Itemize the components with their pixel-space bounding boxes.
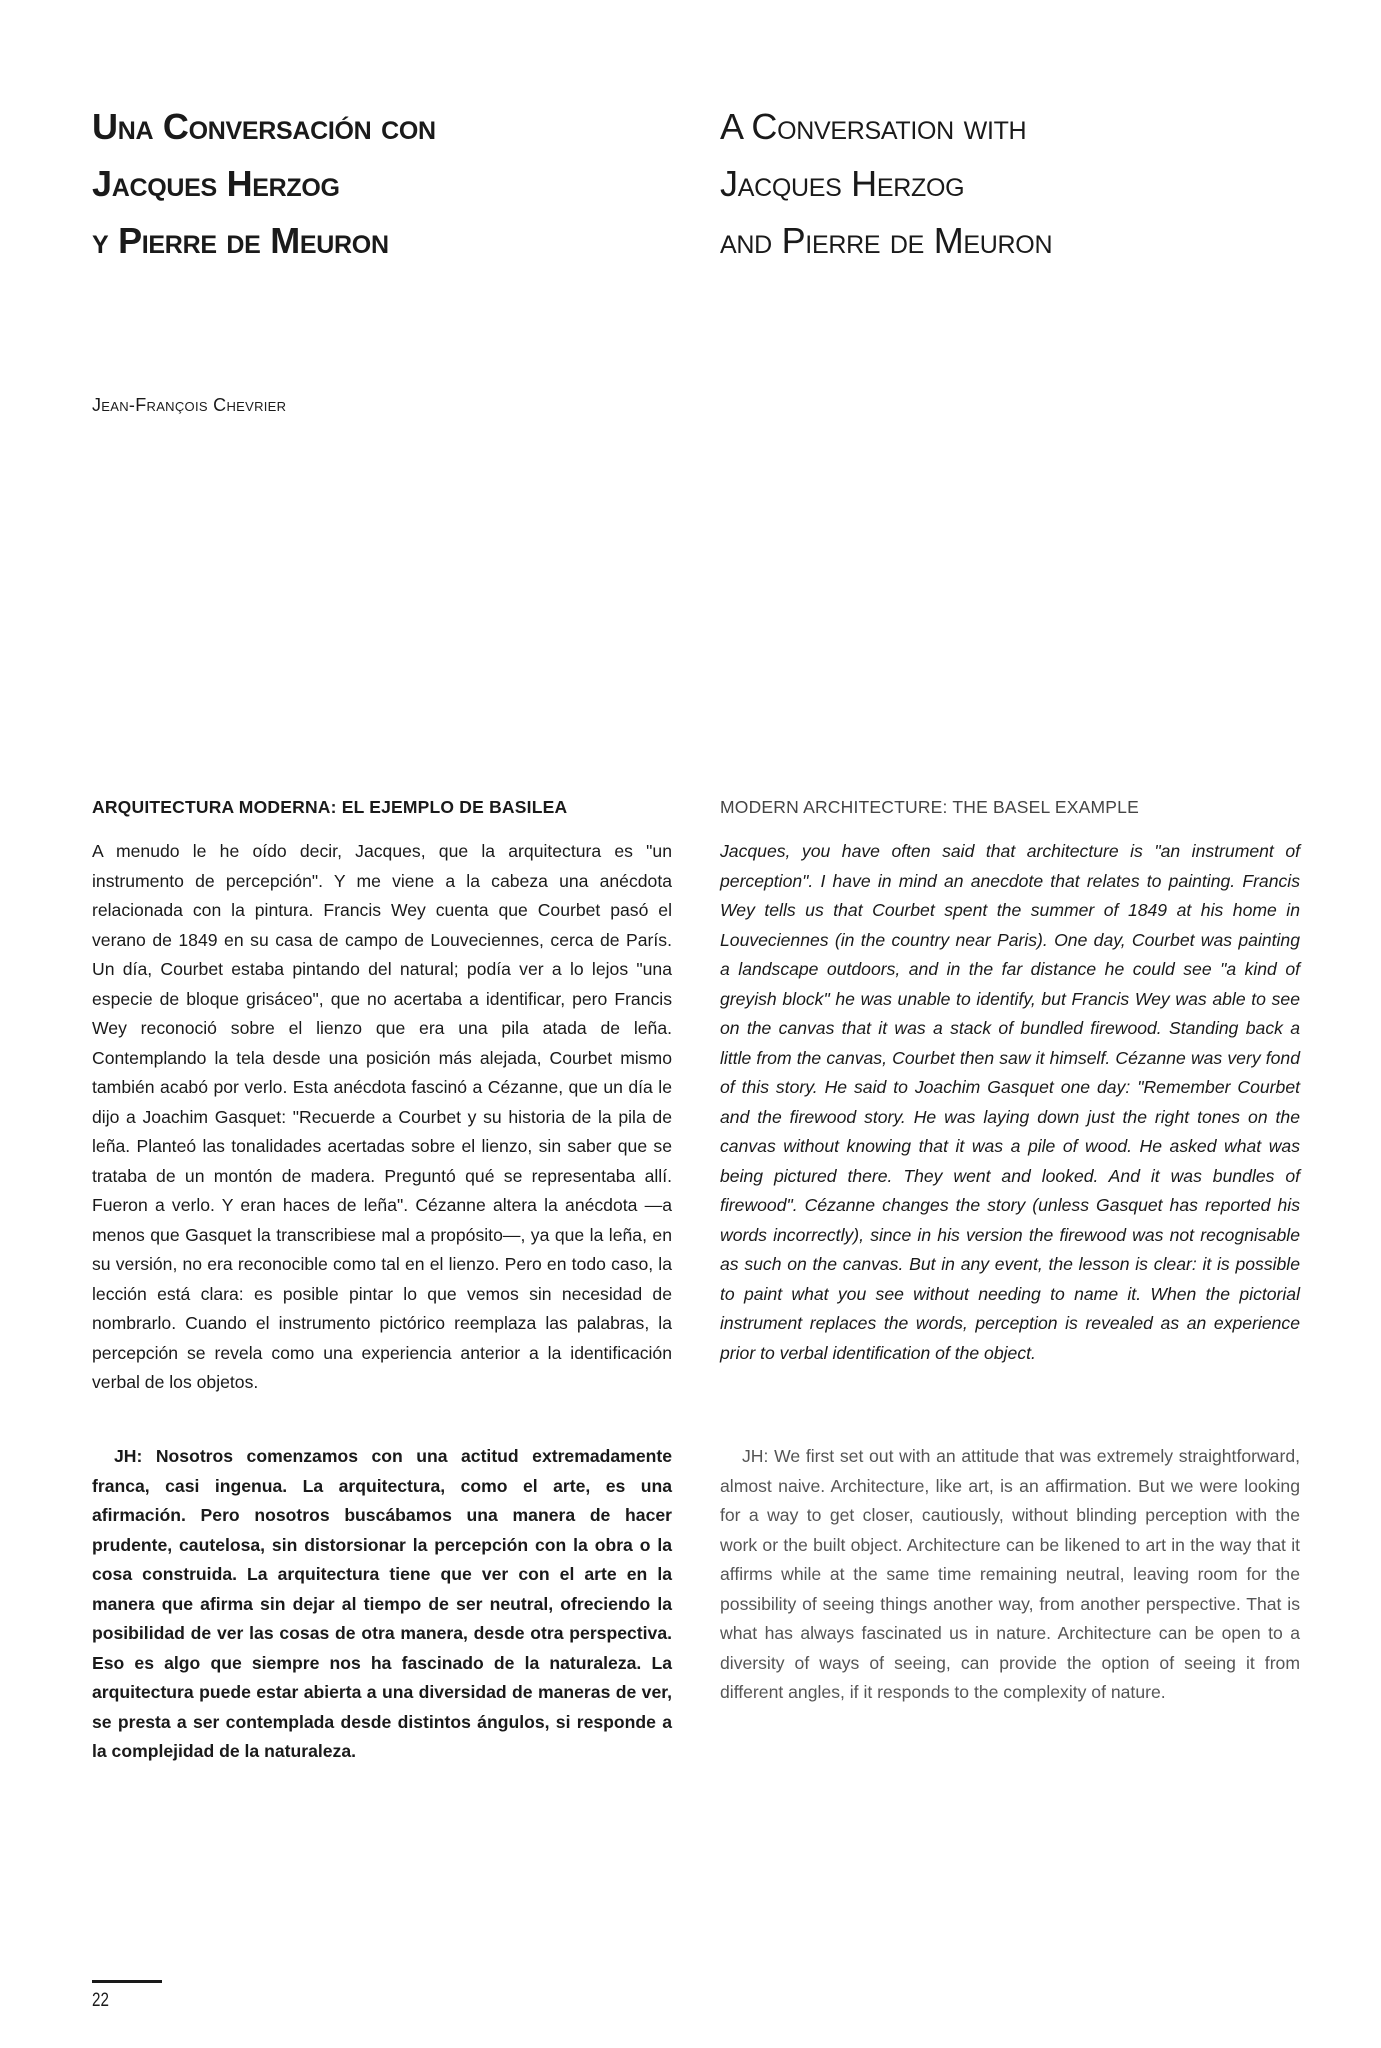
author-name: Jean-François Chevrier <box>92 395 287 415</box>
section-heading-spanish: ARQUITECTURA MODERNA: EL EJEMPLO DE BASILEA <box>92 797 568 817</box>
title-english-line-1: A Conversation with <box>720 106 1027 147</box>
body-paragraph-english-2: JH: We first set out with an attitude that was extremely straightforward, almost naive. Architecture, like art, is an affirmation. But we were looking for a way to get closer, cautiously, without blinding perception with the work or the built object. Architecture can be likened to art in the way that it affirms while at the same time remaining neutral, leaving room for the possibility of seeing things another way, from another perspective. That is what has always fascinated us in nature. Architecture can be open to a diversity of ways of seeing, can provide the option of seeing it from different angles, if it responds to the complexity of nature. <box>720 1446 1300 1702</box>
title-english <box>720 98 1300 269</box>
body-paragraph-spanish-1: A menudo le he oído decir, Jacques, que la arquitectura es "un instrumento de percepción". Y me viene a la cabeza una anécdota relacionada con la pintura. Francis Wey cuenta que Courbet pasó el verano de 1849 en su casa de campo de Louveciennes, cerca de París. Un día, Courbet estaba pintando del natural; podía ver a lo lejos "una especie de bloque grisáceo", que no acertaba a identificar, pero Francis Wey reconoció sobre el lienzo que era una pila atada de leña. Contemplando la tela desde una posición más alejada, Courbet mismo también acabó por verlo. Esta anécdota fascinó a Cézanne, que un día le dijo a Joachim Gasquet: "Recuerde a Courbet y su historia de la pila de leña. Planteó las tonalidades acertadas sobre el lienzo, sin saber que se trataba de un montón de madera. Preguntó qué se representaba allí. Fueron a verlo. Y eran haces de leña". Cézanne altera la anécdota —a menos que Gasquet la transcribiese mal a propósito—, ya que la leña, en su versión, no era reconocible como tal en el lienzo. Pero en todo caso, la lección está clara: es posible pintar lo que vemos sin necesidad de nombrarlo. Cuando el instrumento pictórico reemplaza las palabras, la percepción se revela como una experiencia anterior a la identificación verbal de los objetos. <box>92 841 672 1392</box>
section-heading-english: MODERN ARCHITECTURE: THE BASEL EXAMPLE <box>720 797 1139 817</box>
title-spanish-line-1: Una Conversación con <box>92 106 436 147</box>
title-english-line-3: and Pierre de Meuron <box>720 220 1053 261</box>
page-number: 22 <box>92 1990 109 2011</box>
body-paragraph-spanish-2: JH: Nosotros comenzamos con una actitud extremadamente franca, casi ingenua. La arquitectura, como el arte, es una afirmación. Pero nosotros buscábamos una manera de hacer prudente, cautelosa, sin distorsionar la percepción con la obra o la cosa construida. La arquitectura tiene que ver con el arte en la manera que afirma sin dejar al tiempo de ser neutral, ofreciendo la posibilidad de ver las cosas de otra manera, desde otra perspectiva. Eso es algo que siempre nos ha fascinado de la naturaleza. La arquitectura puede estar abierta a una diversidad de maneras de ver, se presta a ser contemplada desde distintos ángulos, si responde a la complejidad de la naturaleza. <box>92 1446 672 1761</box>
title-spanish <box>92 98 672 269</box>
title-english-line-2: Jacques Herzog <box>720 163 965 204</box>
footer-rule <box>92 1980 162 1983</box>
title-spanish-line-3: y Pierre de Meuron <box>92 220 389 261</box>
body-paragraph-english-1: Jacques, you have often said that architecture is "an instrument of perception". I have in mind an anecdote that relates to painting. Francis Wey tells us that Courbet spent the summer of 1849 at his home in Louveciennes (in the country near Paris). One day, Courbet was painting a landscape outdoors, and in the far distance he could see "a kind of greyish block" he was unable to identify, but Francis Wey was able to see on the canvas that it was a stack of bundled firewood. Standing back a little from the canvas, Courbet then saw it himself. Cézanne was very fond of this story. He said to Joachim Gasquet one day: "Remember Courbet and the firewood story. He was laying down just the right tones on the canvas without knowing that it was a pile of wood. He asked what was being pictured there. They went and looked. And it was bundles of firewood". Cézanne changes the story (unless Gasquet has reported his words incorrectly), since in his version the firewood was not recognisable as such on the canvas. But in any event, the lesson is clear: it is possible to paint what you see without needing to name it. When the pictorial instrument replaces the words, perception is revealed as an experience prior to verbal identification of the object. <box>720 841 1300 1363</box>
title-spanish-line-2: Jacques Herzog <box>92 163 340 204</box>
